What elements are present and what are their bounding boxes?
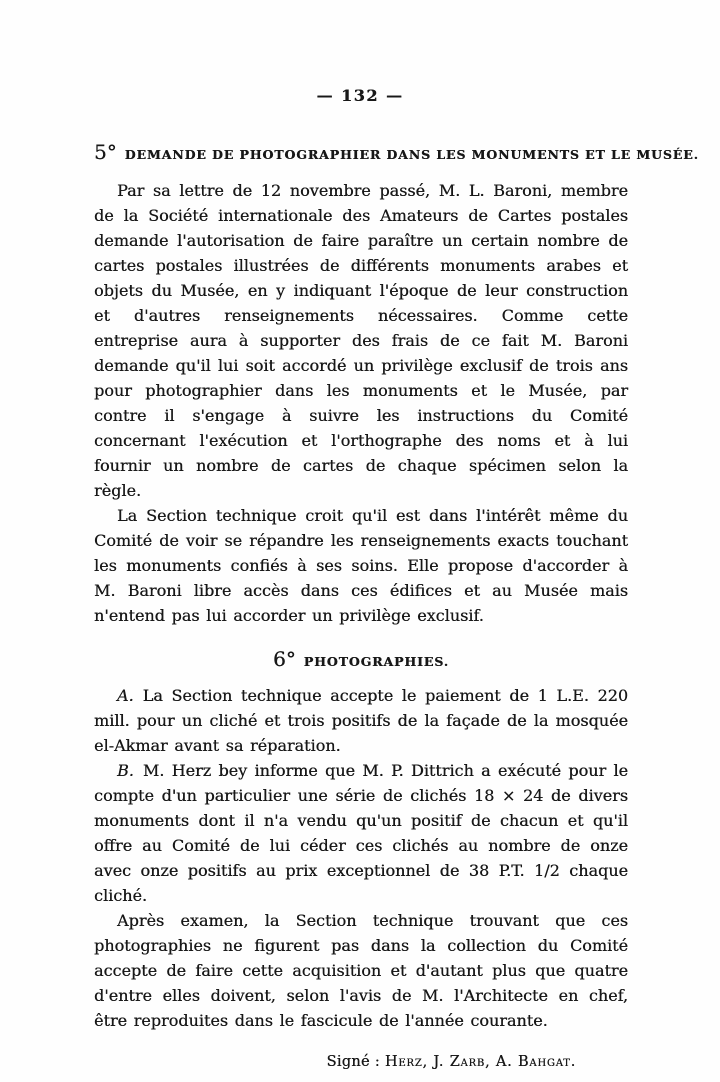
paragraph-item-a	[94, 683, 628, 758]
signature-prefix: Signé :	[326, 1054, 380, 1070]
signature-names: Herz, J. Zarb, A. Bahgat.	[384, 1054, 576, 1070]
item-a-label: A.	[117, 686, 134, 705]
paragraph-baroni-request: Par sa lettre de 12 novembre passé, M. L. Baroni, membre de la Société internationale des Amateurs de Cartes postales demande l'autorisation de faire paraître un certain nombre de cartes postales illustrées de différents monuments arabes et objets du Musée, en y indiquant l'époque de leur construction et d'autres renseignements nécessaires. Comme cette entreprise aura à supporter des frais de ce fait M. Baroni demande qu'il lui soit accordé un privilège exclusif de trois ans pour photographier dans les monuments et le Musée, par contre il s'engage à suivre les instructions du Comité concernant l'exécution et l'orthographe des noms et à lui fournir un nombre de cartes de chaque spécimen selon la règle.	[94, 181, 628, 500]
item-b-text: M. Herz bey informe que M. P. Dittrich a exécuté pour le compte d'un particulier une série de clichés 18 × 24 de divers monuments dont il n'a vendu qu'un positif de chacun et qu'il offre au Comité de lui céder ces clichés au nombre de onze avec onze positifs au prix exceptionnel de 38 P.T. 1/2 chaque cliché.	[94, 761, 628, 905]
item-b-label: B.	[117, 761, 134, 780]
section-5-heading	[94, 136, 699, 165]
item-a-text: La Section technique accepte le paiement de 1 L.E. 220 mill. pour un cliché et trois positifs de la façade de la mosquée el-Akmar avant sa réparation.	[94, 686, 628, 755]
section-6-number: 6°	[273, 647, 296, 671]
section-5-title: DEMANDE DE PHOTOGRAPHIER DANS LES MONUMENTS ET LE MUSÉE.	[124, 147, 699, 162]
paragraph-item-b	[94, 758, 628, 908]
section-6-title: PHOTOGRAPHIES.	[303, 654, 449, 669]
section-5-number: 5°	[94, 140, 117, 164]
section-6-heading	[94, 643, 628, 672]
paragraph-conclusion: Après examen, la Section technique trouvant que ces photographies ne figurent pas dans la collection du Comité accepte de faire cette acquisition et d'autant plus que quatre d'entre elles doivent, selon l'avis de M. l'Architecte en chef, être reproduites dans le fascicule de l'année courante.	[94, 911, 628, 1030]
paragraph-section-technique-opinion: La Section technique croit qu'il est dans l'intérêt même du Comité de voir se répandre les renseignements exacts touchant les monuments confiés à ses soins. Elle propose d'accorder à M. Baroni libre accès dans ces édifices et au Musée mais n'entend pas lui accorder un privilège exclusif.	[94, 506, 628, 625]
signature-line	[94, 1054, 628, 1070]
page-content	[94, 136, 699, 1070]
page-number: — 132 —	[316, 86, 404, 105]
